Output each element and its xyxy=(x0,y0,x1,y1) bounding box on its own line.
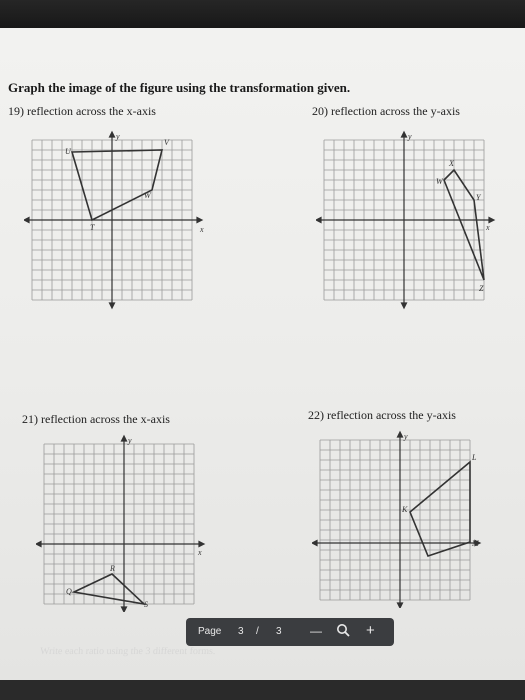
graph-22 xyxy=(312,428,492,608)
figure-21 xyxy=(74,574,144,604)
x-axis-label-20: x xyxy=(486,223,490,232)
graph-20 xyxy=(316,128,506,318)
vertex-label-k: K xyxy=(402,505,408,514)
y-axis-label-20: y xyxy=(408,132,412,141)
graph-19 xyxy=(24,128,214,318)
worksheet-page xyxy=(0,28,525,688)
vertex-label-l: L xyxy=(472,453,477,462)
vertex-label-u: U xyxy=(65,147,71,156)
problem-22-label: 22) reflection across the y-axis xyxy=(308,408,456,422)
zoom-button[interactable] xyxy=(336,623,350,640)
total-pages: 3 xyxy=(276,626,282,637)
y-axis-label-22: y xyxy=(404,432,408,441)
y-axis-label-21: y xyxy=(128,436,132,445)
worksheet-title: Graph the image of the figure using the transformation given. xyxy=(8,80,351,95)
vertex-label-w: W xyxy=(144,191,151,200)
vertex-label-q: Q xyxy=(66,587,72,596)
zoom-out-button[interactable]: — xyxy=(310,624,322,638)
vertex-label-z: Z xyxy=(479,284,484,293)
vertex-label-y: Y xyxy=(476,193,481,202)
axes-20 xyxy=(316,132,494,308)
vertex-label-m: M xyxy=(472,539,479,548)
y-axis-label-19: y xyxy=(116,132,120,141)
zoom-in-button[interactable]: + xyxy=(366,622,375,639)
figure-19 xyxy=(72,150,162,220)
graph-21 xyxy=(36,432,216,612)
problem-19-label: 19) reflection across the x-axis xyxy=(8,104,156,118)
page-label: Page xyxy=(198,626,222,637)
vertex-label-v: V xyxy=(164,138,169,147)
problem-21-label: 21) reflection across the x-axis xyxy=(22,412,170,426)
current-page-field[interactable]: 3 xyxy=(238,626,244,637)
footer-instruction-text: Write each ratio using the 3 different forms. xyxy=(39,646,216,657)
bottom-dark-strip xyxy=(0,680,525,700)
vertex-label-t: T xyxy=(90,223,95,232)
axes-19 xyxy=(24,132,202,308)
page-separator: / xyxy=(256,626,259,637)
vertex-label-w2: W xyxy=(436,177,443,186)
problem-20-label: 20) reflection across the y-axis xyxy=(312,104,460,118)
x-axis-label-21: x xyxy=(198,548,202,557)
vertex-label-s: S xyxy=(144,600,148,609)
vertex-label-x: X xyxy=(449,159,454,168)
vertex-label-r: R xyxy=(110,564,115,573)
pdf-page-toolbar xyxy=(186,618,394,646)
grid-22 xyxy=(320,440,470,600)
x-axis-label-19: x xyxy=(200,225,204,234)
magnifier-icon xyxy=(336,623,350,637)
